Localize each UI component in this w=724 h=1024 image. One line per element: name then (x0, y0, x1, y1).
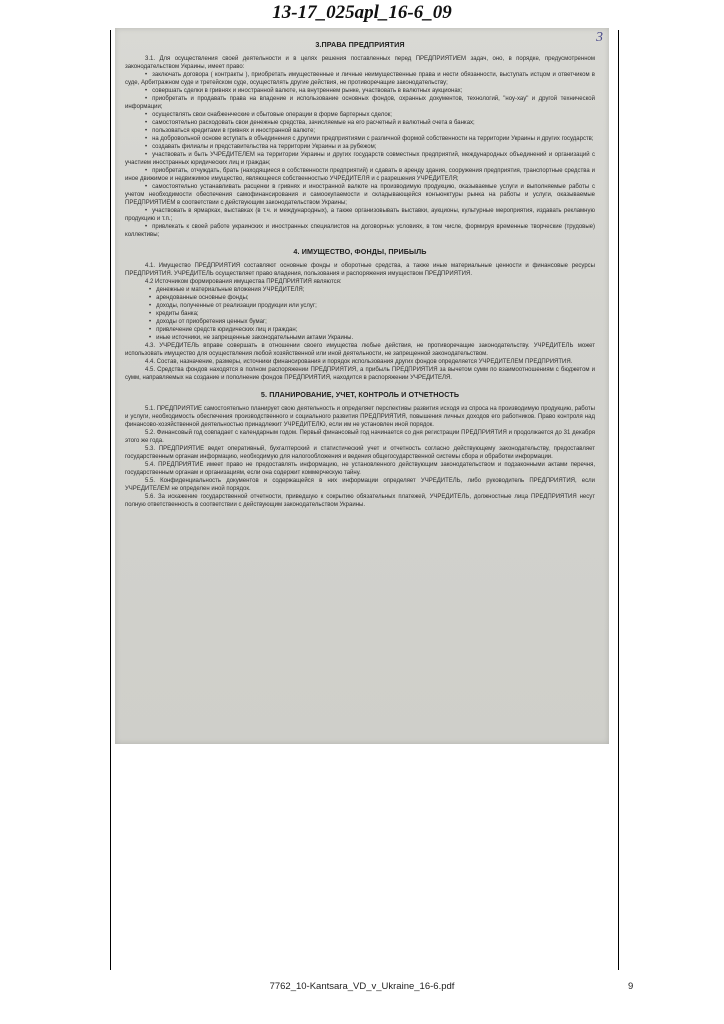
paragraph-4-2: 4.2 Источником формирования имущества ПРЕДПРИЯТИЯ являются: (145, 279, 342, 285)
section-3-bullet: • приобретать, отчуждать, брать (находящиеся в собственности предприятий) и сдавать в аренду здания, сооружения предприятия, транспортные средства и иное движимое и недвижимое имущество, являющееся собственностью УЧРЕДИТЕЛЯ и с разрешения УЧРЕДИТЕЛЯ; (125, 167, 595, 183)
section-3-heading: 3.ПРАВА ПРЕДПРИЯТИЯ (315, 40, 405, 49)
document-header-title: 13-17_025apl_16-6_09 (272, 2, 452, 23)
paragraph-5-4: 5.4. ПРЕДПРИЯТИЕ имеет право не предоставлять информацию, не установленного действующим законодательством и подзаконными актами перечня, государственным органам и организациям, если она содержит коммерческую тайну. (125, 462, 595, 476)
scanned-page (115, 28, 609, 744)
footer-page-number: 9 (628, 981, 634, 992)
scanned-text-body (125, 36, 595, 509)
funding-source-item: • арендованные основные фонды; (125, 294, 595, 302)
left-margin-line (110, 30, 111, 970)
section-3-bullet: • осуществлять свои снабженческие и сбытовые операции в форме бартерных сделок; (125, 111, 595, 119)
footer-filename: 7762_10-Kantsara_VD_v_Ukraine_16-6.pdf (269, 981, 455, 992)
section-3-bullet: • заключать договора ( контракты ), приобретать имущественные и личные неимущественные права и нести обязанности, выступать истцом и ответчиком в суде, Арбитражном суде и третейском суде, осуществлять другие действия, не противоречащие законодательству; (125, 71, 595, 87)
funding-source-item: • привлечение средств юридических лиц и граждан; (125, 326, 595, 334)
section-5-heading: 5. ПЛАНИРОВАНИЕ, УЧЕТ, КОНТРОЛЬ И ОТЧЕТНОСТЬ (260, 390, 460, 399)
section-3-bullet: • пользоваться кредитами в гривнях и иностранной валюте; (125, 127, 595, 135)
paragraph-5-2: 5.2. Финансовый год совпадает с календарным годом. Первый финансовый год начинается со дня регистрации ПРЕДПРИЯТИЯ и продолжается до 31 декабря этого же года. (125, 430, 595, 444)
funding-source-item: • доходы, полученные от реализации продукции или услуг; (125, 302, 595, 310)
section-3-bullet: • самостоятельно расходовать свои денежные средства, зачисляемые на его расчетный и валютный счета в банках; (125, 119, 595, 127)
funding-source-item: • иные источники, не запрещенные законодательными актами Украины. (125, 334, 595, 342)
handwritten-page-mark: 3 (596, 30, 603, 45)
section-3-bullet: • участвовать и быть УЧРЕДИТЕЛЕМ на территории Украины и других государств совместных предприятий, международных объединений и организаций с участием иностранных юридических лиц и граждан; (125, 151, 595, 167)
section-3-bullet: • на добровольной основе вступать в объединения с другими предприятиями с различной формой собственности на территории Украины и других государств; (125, 135, 595, 143)
paragraph-5-5: 5.5. Конфиденциальность документов и содержащейся в них информации определяет УЧРЕДИТЕЛЬ, либо руководитель ПРЕДПРИЯТИЯ, если УЧРЕДИТЕЛЕМ не определен иной порядок. (125, 478, 595, 492)
paragraph-4-5: 4.5. Средства фондов находятся в полном распоряжении ПРЕДПРИЯТИЯ, а прибыль ПРЕДПРИЯТИЯ за вычетом сумм по взаимоотношениям с бюджетом и сумм, направляемых на создание и пополнение фондов ПРЕДПРИЯТИЯ, находится в распоряжении УЧРЕДИТЕЛЯ. (125, 367, 595, 381)
paragraph-5-1: 5.1. ПРЕДПРИЯТИЕ самостоятельно планирует свою деятельность и определяет перспективы развития исходя из спроса на производимую продукцию, работы и услуги, необходимость обеспечения производственного и социального развития ПРЕДПРИЯТИЯ, повышения личных доходов его работников. Право контроля над финансово-хозяйственной деятельностью принадлежит УЧРЕДИТЕЛЮ, если им не установлен иной порядок. (125, 406, 595, 428)
paragraph-5-6: 5.6. За искажение государственной отчетности, приведшую к сокрытию обязательных платежей, УЧРЕДИТЕЛЬ, должностные лица ПРЕДПРИЯТИЯ несут полную ответственность в соответствии с действующим законодательством Украины. (125, 494, 595, 508)
paragraph-4-1: 4.1. Имущество ПРЕДПРИЯТИЯ составляют основные фонды и оборотные средства, а также иные материальные ценности и финансовые ресурсы ПРЕДПРИЯТИЯ. УЧРЕДИТЕЛЬ осуществляет право владения, пользования и распоряжения имуществом ПРЕДПРИЯТИЯ. (125, 263, 595, 277)
paragraph-4-4: 4.4. Состав, назначение, размеры, источники финансирования и порядок использования других фондов определяется УЧРЕДИТЕЛЕМ ПРЕДПРИЯТИЯ. (145, 359, 573, 365)
funding-source-item: • доходы от приобретения ценных бумаг; (125, 318, 595, 326)
section-3-bullet: • участвовать в ярмарках, выставках (в т.ч. и международных), а также организовывать выставки, аукционы, культурные мероприятия, издавать рекламную продукцию и т.п.; (125, 207, 595, 223)
section-3-bullet: • самостоятельно устанавливать расценки в гривнях и иностранной валюте на производимую продукцию, оказываемые услуги и выполняемые работы с учетом необходимости обеспечения самофинансирования и самоокупаемости и складывающейся конъюнктуры рынка на работы и услуги, оказываемые ПРЕДПРИЯТИЕМ в соответствии с действующим законодательством Украины; (125, 183, 595, 207)
funding-source-item: • денежные и материальные вложения УЧРЕДИТЕЛЯ; (125, 286, 595, 294)
section-3-intro: 3.1. Для осуществления своей деятельности и в целях решения поставленных перед ПРЕДПРИЯТИЕМ задач, оно, в порядке, предусмотренном законодательством Украины, имеет право: (125, 56, 595, 70)
section-3-bullet: • совершать сделки в гривнях и иностранной валюте, на внутреннем рынке, участвовать в валютных аукционах; (125, 87, 595, 95)
section-4-heading: 4. ИМУЩЕСТВО, ФОНДЫ, ПРИБЫЛЬ (293, 247, 427, 256)
paragraph-5-3: 5.3. ПРЕДПРИЯТИЕ ведет оперативный, бухгалтерский и статистический учет и отчетность согласно действующему законодательству, предоставляет государственным органам информацию, необходимую для налогообложения и ведения общегосударственной системы сбора и обработки информации. (125, 446, 595, 460)
section-3-bullet: • приобретать и продавать права на владение и использование основных фондов, охранных документов, технологий, "ноу-хау" и другой технической информации; (125, 95, 595, 111)
funding-source-item: • кредиты банка; (125, 310, 595, 318)
section-3-bullet: • создавать филиалы и представительства на территории Украины и за рубежом; (125, 143, 595, 151)
right-margin-line (618, 30, 619, 970)
section-3-bullet: • привлекать к своей работе украинских и иностранных специалистов на договорных условиях, в том числе, формируя временные творческие (трудовые) коллективы; (125, 223, 595, 239)
paragraph-4-3: 4.3. УЧРЕДИТЕЛЬ вправе совершать в отношении своего имущества любые действия, не противоречащие законодательству. УЧРЕДИТЕЛЬ может использовать имущество для осуществления любой хозяйственной или иной деятельности, не запрещенной законодательством. (125, 343, 595, 357)
